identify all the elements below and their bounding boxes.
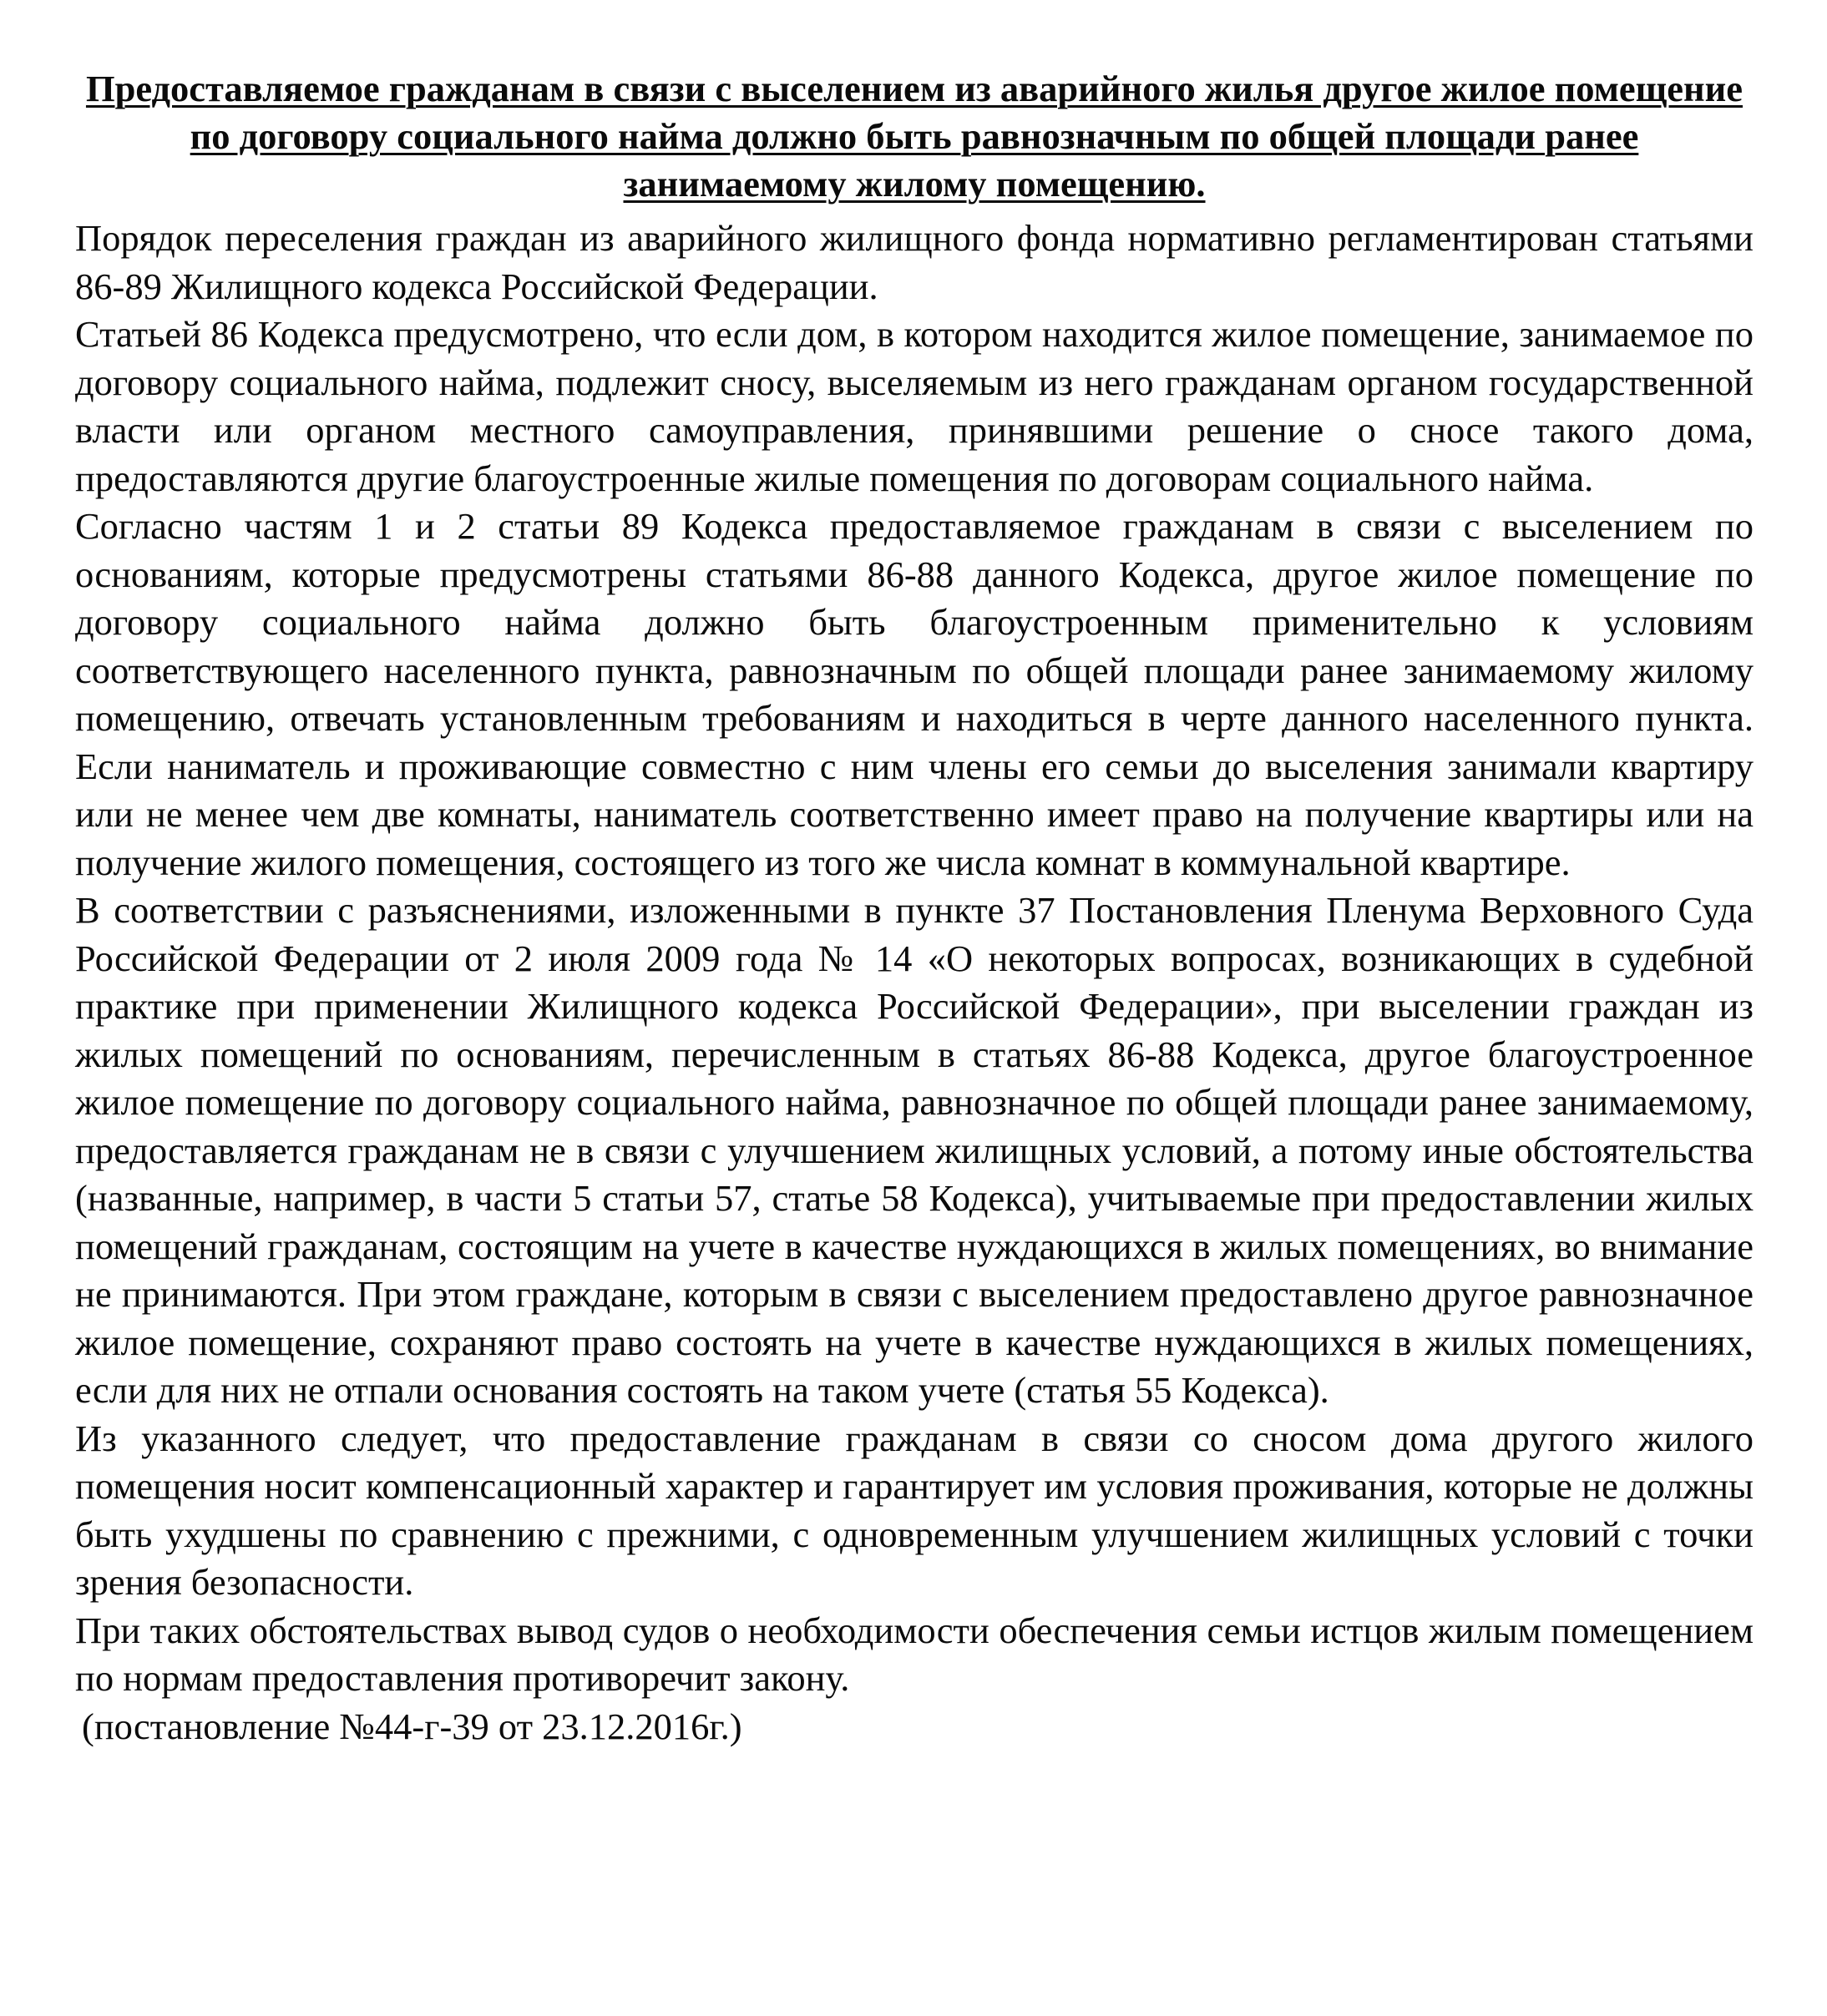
paragraph-conclusion: При таких обстоятельствах вывод судов о необходимости обеспечения семьи истцов жилым помещением по нормам предоставления противоречит закону.	[75, 1609, 1754, 1699]
paragraph-resettlement-procedure: Порядок переселения граждан из аварийного жилищного фонда нормативно регламентирован статьями 86-89 Жилищного кодекса Российской Федерации.	[75, 217, 1754, 307]
document-body	[75, 215, 1754, 1703]
paragraph-compensation-nature: Из указанного следует, что предоставление гражданам в связи со сносом дома другого жилого помещения носит компенсационный характер и гарантирует им условия проживания, которые не должны быть ухудшены по сравнению с прежними, с одновременным улучшением жилищных условий с точки зрения безопасности.	[75, 1417, 1754, 1603]
document-source-citation: (постановление №44-г-39 от 23.12.2016г.)	[82, 1705, 742, 1747]
paragraph-plenum-clarification: В соответствии с разъяснениями, изложенными в пункте 37 Постановления Пленума Верховного Суда Российской Федерации от 2 июля 2009 года № 14 «О некоторых вопросах, возникающих в судебной практике при применении Жилищного кодекса Российской Федерации», при выселении граждан из жилых помещений по основаниям, перечисленным в статьях 86-88 Кодекса, другое благоустроенное жилое помещение по договору социального найма, равнозначное по общей площади ранее занимаемому, предоставляется гражданам не в связи с улучшением жилищных условий, а потому иные обстоятельства (названные, например, в части 5 статьи 57, статье 58 Кодекса), учитываемые при предоставлении жилых помещений гражданам, состоящим на учете в качестве нуждающихся в жилых помещениях, во внимание не принимаются. При этом граждане, которым в связи с выселением предоставлено другое равнозначное жилое помещение, сохраняют право состоять на учете в качестве нуждающихся в жилых помещениях, если для них не отпали основания состоять на таком учете (статья 55 Кодекса).	[75, 889, 1754, 1411]
paragraph-article-89: Согласно частям 1 и 2 статьи 89 Кодекса предоставляемое гражданам в связи с выселением по основаниям, которые предусмотрены статьями 86-88 данного Кодекса, другое жилое помещение по договору социального найма должно быть благоустроенным применительно к условиям соответствующего населенного пункта, равнозначным по общей площади ранее занимаемому жилому помещению, отвечать установленным требованиям и находиться в черте данного населенного пункта. Если наниматель и проживающие совместно с ним члены его семьи до выселения занимали квартиру или не менее чем две комнаты, наниматель соответственно имеет право на получение квартиры или на получение жилого помещения, состоящего из того же числа комнат в коммунальной квартире.	[75, 505, 1754, 883]
document-title: Предоставляемое гражданам в связи с выселением из аварийного жилья другое жилое помещение по договору социального найма должно быть равнозначным по общей площади ранее занимаемому жилому помещению.	[85, 68, 1743, 205]
paragraph-article-86: Статьей 86 Кодекса предусмотрено, что если дом, в котором находится жилое помещение, занимаемое по договору социального найма, подлежит сносу, выселяемым из него гражданам органом государственной власти или органом местного самоуправления, принявшими решение о сносе такого дома, предоставляются другие благоустроенные жилые помещения по договорам социального найма.	[75, 313, 1754, 499]
